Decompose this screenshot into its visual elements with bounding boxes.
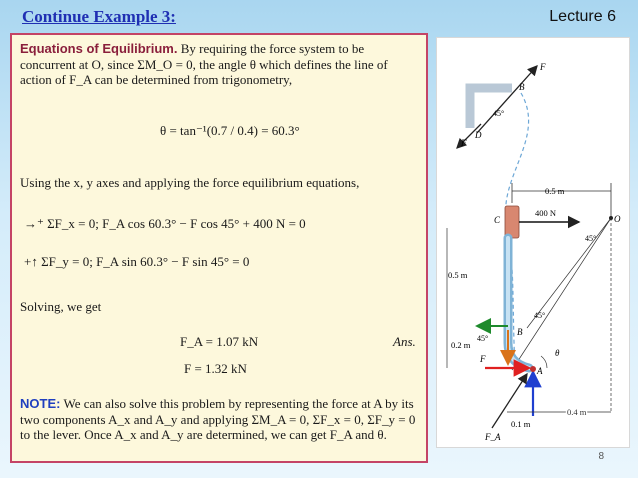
label-45-o: 45° xyxy=(585,234,597,243)
label-400n: 400 N xyxy=(535,208,557,218)
lever-figure xyxy=(436,37,630,448)
theta-equation: θ = tan⁻¹(0.7 / 0.4) = 60.3° xyxy=(160,123,300,138)
point-a xyxy=(530,366,536,372)
label-theta: θ xyxy=(555,348,560,358)
intro-paragraph xyxy=(20,41,422,88)
section-heading: Equations of Equilibrium. xyxy=(20,41,178,56)
note-label: NOTE: xyxy=(20,396,61,411)
label-02m: 0.2 m xyxy=(451,340,471,350)
note-paragraph xyxy=(20,396,422,443)
bent-bar xyxy=(470,88,512,128)
label-b-top: B xyxy=(519,82,525,92)
label-b-mid: B xyxy=(517,327,523,337)
page-number: 8 xyxy=(598,451,604,462)
lever-diagram xyxy=(437,38,629,447)
equation-x: →⁺ ΣF_x = 0; F_A cos 60.3° − F cos 45° + 400 N = 0 xyxy=(24,216,306,231)
intro-text: By requiring the force system to be concurrent at O, since ΣM_O = 0, the angle θ which defines the line of action of F_A can be determined from trigonometry, xyxy=(20,41,388,87)
point-o xyxy=(609,216,613,220)
equation-y: +↑ ΣF_y = 0; F_A sin 60.3° − F sin 45° = 0 xyxy=(24,254,250,269)
label-f-lower: F xyxy=(461,138,467,148)
label-a: A xyxy=(537,366,543,376)
label-c: C xyxy=(494,215,501,225)
result-f: F = 1.32 kN xyxy=(184,361,247,376)
lecture-label: Lecture 6 xyxy=(549,8,616,25)
slide-title: Continue Example 3: xyxy=(22,7,176,26)
label-o: O xyxy=(614,214,621,224)
label-f-mid: F xyxy=(480,354,486,364)
label-05m-top: 0.5 m xyxy=(545,186,565,196)
label-45-top: 45° xyxy=(493,109,505,118)
solution-panel xyxy=(10,33,428,463)
using-text: Using the x, y axes and applying the force equilibrium equations, xyxy=(20,175,360,190)
label-45-mid: 45° xyxy=(534,311,546,320)
solving-text: Solving, we get xyxy=(20,299,102,314)
result-fa: F_A = 1.07 kN xyxy=(180,334,259,349)
note-text: We can also solve this problem by representing the force at A by its two components A_x and A_y and applying ΣM_A = 0, ΣF_x = 0, ΣF_y = 0 to the lever. Once A_x and A_y are determined, we can get F_A and θ. xyxy=(20,396,416,442)
label-05m-side: 0.5 m xyxy=(448,270,468,280)
label-d: D xyxy=(475,130,482,140)
collar-c xyxy=(505,206,519,238)
label-45-left: 45° xyxy=(477,334,489,343)
label-fa: F_A xyxy=(485,432,501,442)
label-04m: 0.4 m xyxy=(567,407,587,417)
label-01m: 0.1 m xyxy=(511,419,531,429)
label-f-top: F xyxy=(540,62,546,72)
answer-label: Ans. xyxy=(393,334,416,349)
